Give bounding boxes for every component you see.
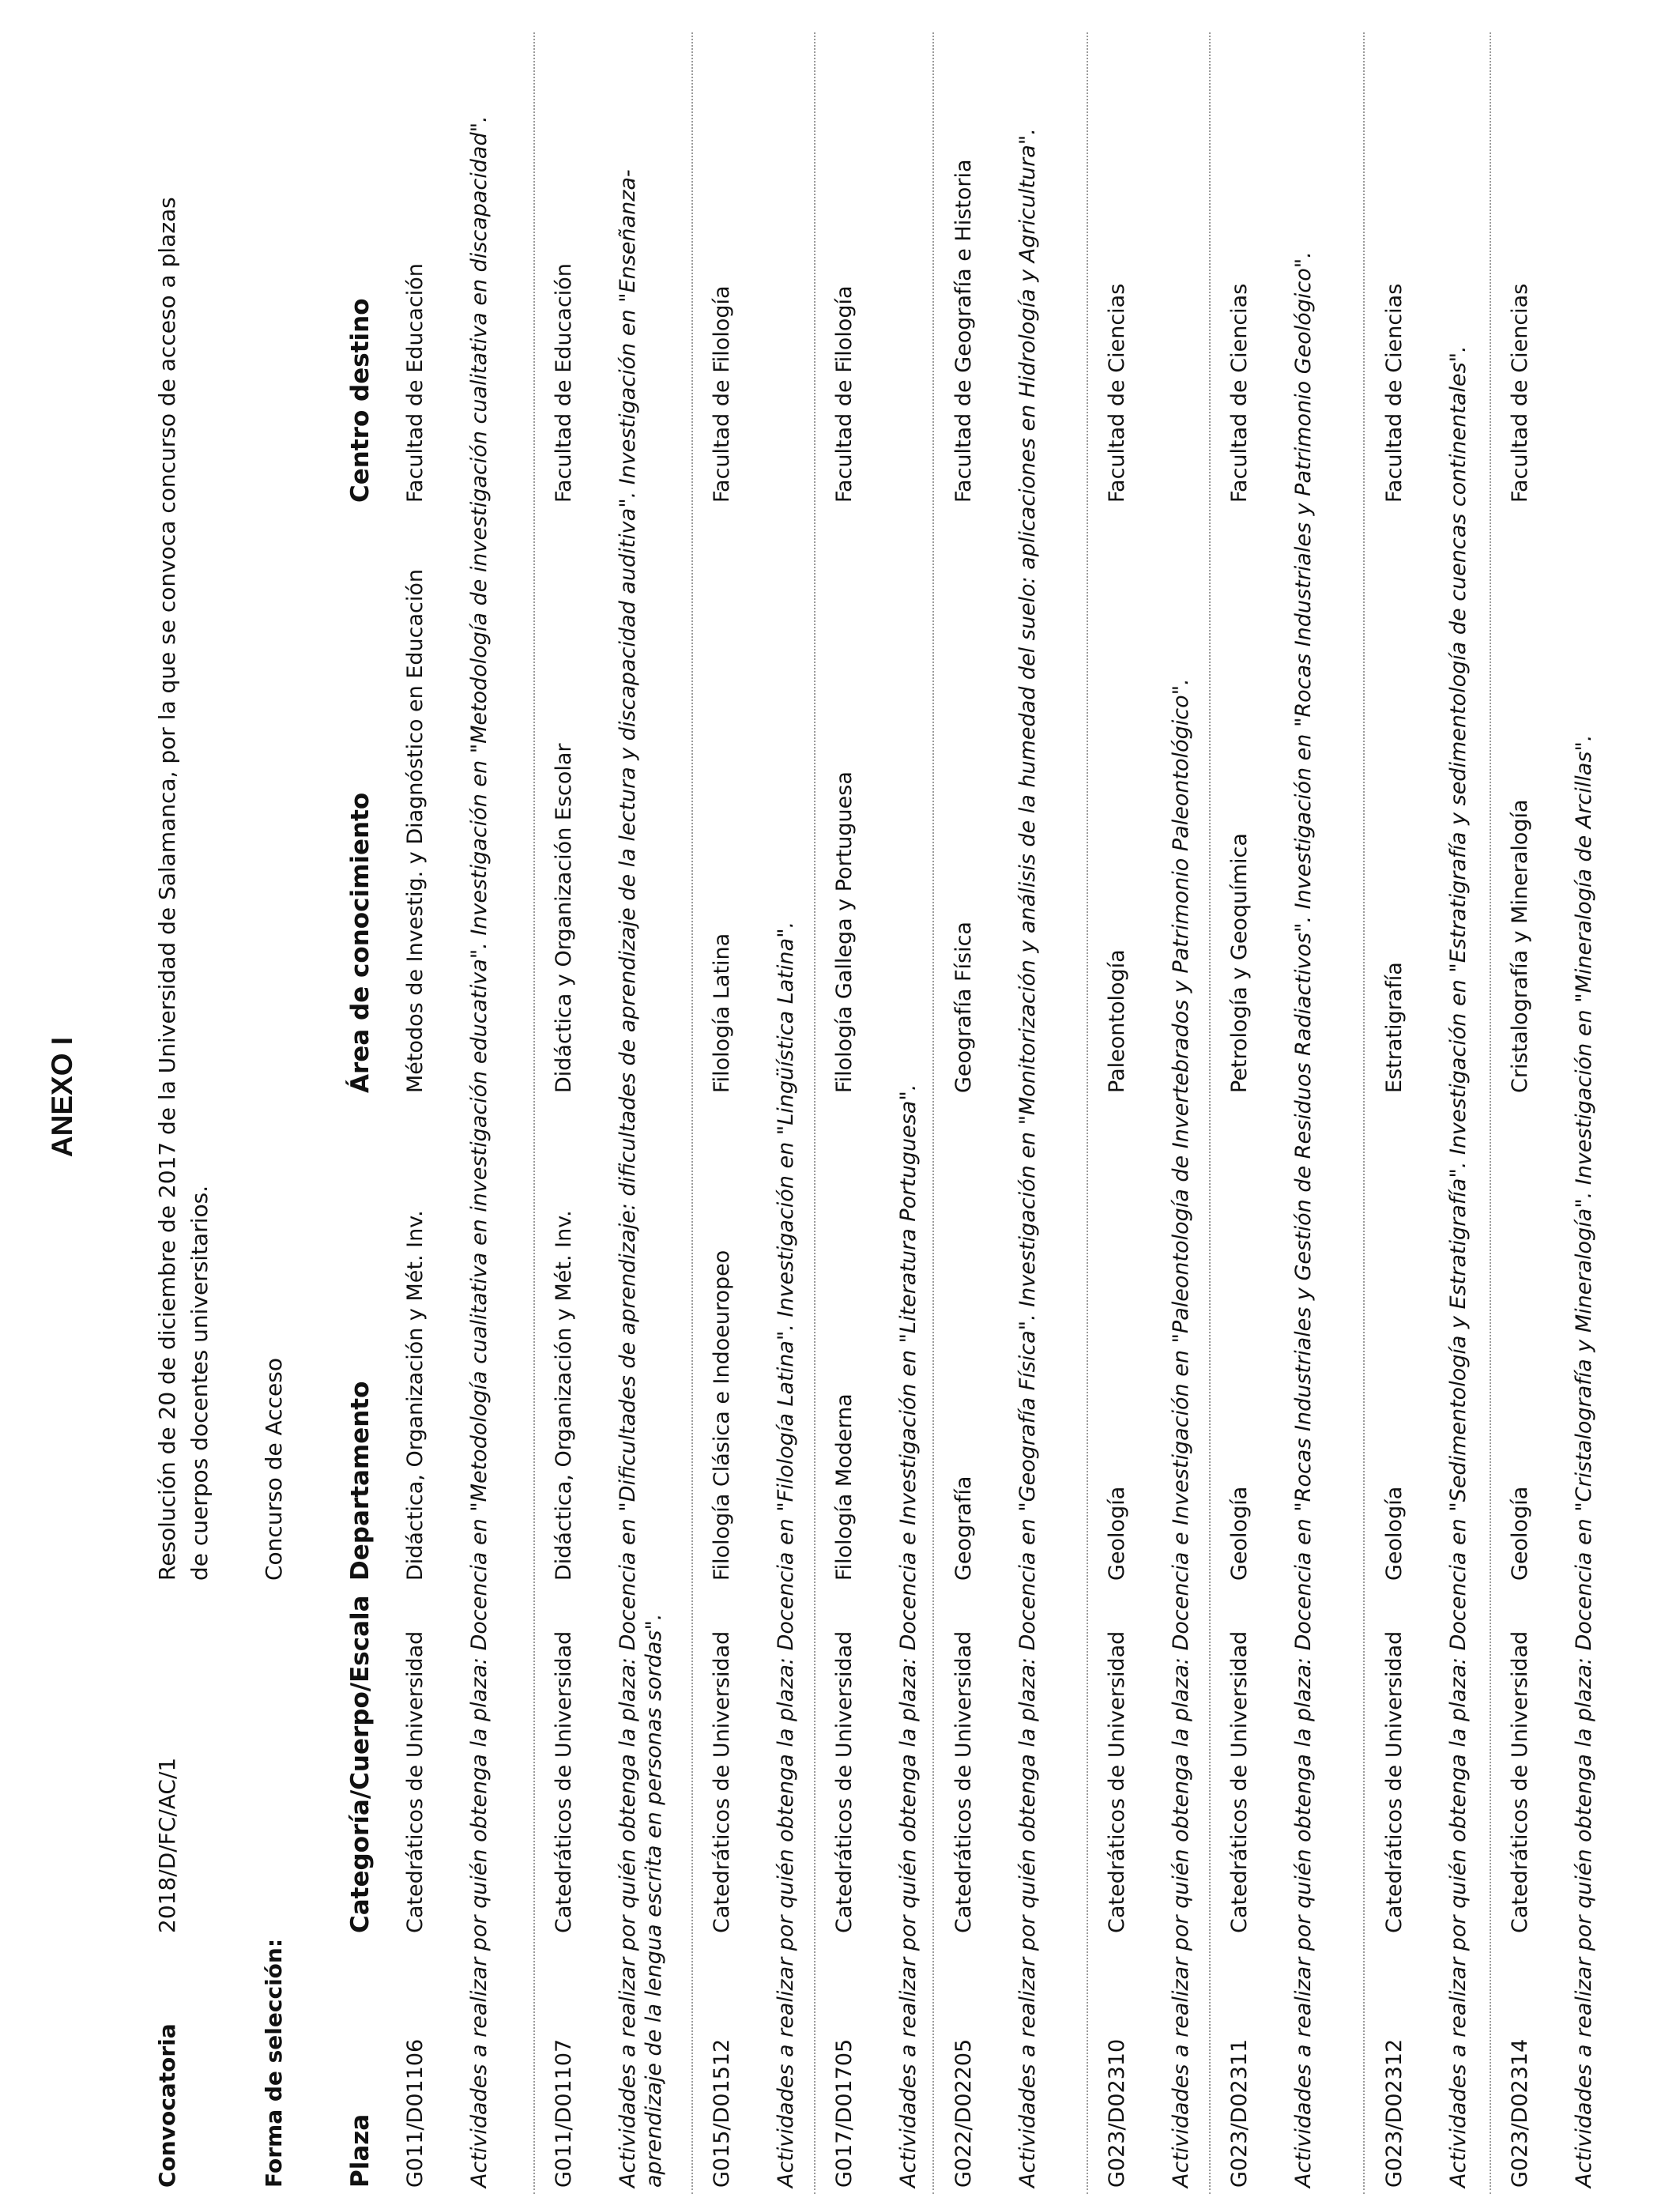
cell-centro: Facultad de Ciencias [1227, 283, 1252, 503]
cell-plaza: G023/D02311 [1227, 2038, 1252, 2188]
row-divider [1209, 32, 1211, 2194]
row-actividades: Actividades a realizar por quién obtenga la plaza: Docencia en "Cristalografía y Mineralogía". Investigación en "Mineralogía de Arcillas". [1572, 734, 1596, 2188]
cell-departamento: Didáctica, Organización y Mét. Inv. [552, 1210, 576, 1581]
header-area: Área de conocimiento [346, 792, 375, 1093]
row-actividades: Actividades a realizar por quién obtenga la plaza: Docencia e Investigación en "Literatura Portuguesa". [896, 1084, 921, 2188]
cell-departamento: Filología Clásica e Indoeuropeo [710, 1250, 734, 1581]
row-actividades: Actividades a realizar por quién obtenga la plaza: Docencia en "Sedimentología y Estratigrafía". Investigación en "Estratigrafía y sedimentología de cuencas continentales". [1446, 345, 1471, 2188]
row-divider [932, 32, 934, 2194]
cell-centro: Facultad de Educación [403, 263, 428, 503]
convocatoria-resolution-line2: de cuerpos docentes universitarios. [186, 1185, 213, 1581]
cell-departamento: Geografía [951, 1476, 976, 1581]
cell-categoria: Catedráticos de Universidad [1227, 1630, 1252, 1933]
cell-categoria: Catedráticos de Universidad [1382, 1630, 1407, 1933]
page-title: ANEXO I [46, 1036, 78, 1158]
header-departamento: Departamento [346, 1381, 375, 1581]
cell-area: Didáctica y Organización Escolar [552, 743, 576, 1093]
cell-categoria: Catedráticos de Universidad [552, 1630, 576, 1933]
convocatoria-code: 2018/D/FC/AC/1 [154, 1757, 180, 1933]
cell-departamento: Geología [1382, 1486, 1407, 1581]
cell-categoria: Catedráticos de Universidad [832, 1630, 857, 1933]
cell-area: Métodos de Investig. y Diagnóstico en Educación [403, 568, 428, 1093]
row-actividades: Actividades a realizar por quién obtenga la plaza: Docencia en "Dificultades de aprendizaje: dificultades de aprendizaje de la lectura y discapacidad auditiva". Investigación en "Enseñanza-aprendizaje de la lengua escrita en personas sordas". [616, 169, 666, 2188]
cell-centro: Facultad de Filología [832, 285, 857, 503]
cell-departamento: Didáctica, Organización y Mét. Inv. [403, 1210, 428, 1581]
row-actividades: Actividades a realizar por quién obtenga la plaza: Docencia en "Metodología cualitativa en investigación educativa". Investigación en "Metodología de investigación cualitativa en discapacidad". [467, 115, 492, 2188]
cell-centro: Facultad de Educación [552, 263, 576, 503]
cell-area: Petrología y Geoquímica [1227, 833, 1252, 1093]
row-divider [1490, 32, 1491, 2194]
cell-area: Geografía Física [951, 922, 976, 1093]
cell-centro: Facultad de Geografía e Historia [951, 159, 976, 503]
row-divider [691, 32, 693, 2194]
cell-plaza: G023/D02310 [1105, 2038, 1129, 2188]
cell-centro: Facultad de Ciencias [1508, 283, 1532, 503]
cell-area: Filología Gallega y Portuguesa [832, 771, 857, 1093]
header-centro: Centro destino [346, 298, 375, 503]
cell-departamento: Geología [1105, 1486, 1129, 1581]
cell-centro: Facultad de Filología [710, 285, 734, 503]
row-divider [814, 32, 816, 2194]
cell-plaza: G015/D01512 [710, 2038, 734, 2188]
cell-plaza: G011/D01106 [403, 2038, 428, 2188]
cell-centro: Facultad de Ciencias [1382, 283, 1407, 503]
cell-area: Estratigrafía [1382, 962, 1407, 1093]
cell-categoria: Catedráticos de Universidad [1105, 1630, 1129, 1933]
header-categoria: Categoría/Cuerpo/Escala [346, 1595, 375, 1933]
row-actividades: Actividades a realizar por quién obtenga la plaza: Docencia e Investigación en "Paleontología de Invertebrados y Patrimonio Paleontológico". [1169, 678, 1193, 2188]
cell-plaza: G023/D02314 [1508, 2038, 1532, 2188]
cell-area: Filología Latina [710, 933, 734, 1093]
row-actividades: Actividades a realizar por quién obtenga la plaza: Docencia en "Filología Latina". Investigación en "Lingüística Latina". [774, 921, 798, 2188]
forma-seleccion-value: Concurso de Acceso [261, 1358, 287, 1581]
cell-area: Paleontología [1105, 949, 1129, 1093]
cell-categoria: Catedráticos de Universidad [951, 1630, 976, 1933]
row-actividades: Actividades a realizar por quién obtenga la plaza: Docencia en "Rocas Industriales y Gestión de Residuos Radiactivos". Investigación en "Rocas Industriales y Patrimonio Geológico". [1291, 251, 1316, 2188]
cell-departamento: Filología Moderna [832, 1393, 857, 1581]
row-divider [533, 32, 535, 2194]
row-actividades: Actividades a realizar por quién obtenga la plaza: Docencia en "Geografía Física". Investigación en "Monitorización y análisis de la humedad del suelo: aplicaciones en Hidrología y Agricultura". [1015, 128, 1040, 2188]
cell-categoria: Catedráticos de Universidad [1508, 1630, 1532, 1933]
cell-departamento: Geología [1508, 1486, 1532, 1581]
header-plaza: Plaza [346, 2113, 375, 2188]
row-divider [1363, 32, 1365, 2194]
row-divider [1087, 32, 1088, 2194]
cell-categoria: Catedráticos de Universidad [403, 1630, 428, 1933]
cell-plaza: G023/D02312 [1382, 2038, 1407, 2188]
cell-plaza: G022/D02205 [951, 2038, 976, 2188]
cell-categoria: Catedráticos de Universidad [710, 1630, 734, 1933]
cell-area: Cristalografía y Mineralogía [1508, 799, 1532, 1093]
cell-plaza: G011/D01107 [552, 2038, 576, 2188]
convocatoria-resolution-line1: Resolución de 20 de diciembre de 2017 de la Universidad de Salamanca, por la que se convoca concurso de acceso a plazas [154, 197, 180, 1581]
cell-departamento: Geología [1227, 1486, 1252, 1581]
cell-centro: Facultad de Ciencias [1105, 283, 1129, 503]
convocatoria-label: Convocatoria [154, 2023, 180, 2188]
cell-plaza: G017/D01705 [832, 2038, 857, 2188]
forma-seleccion-label: Forma de selección: [261, 1938, 287, 2188]
